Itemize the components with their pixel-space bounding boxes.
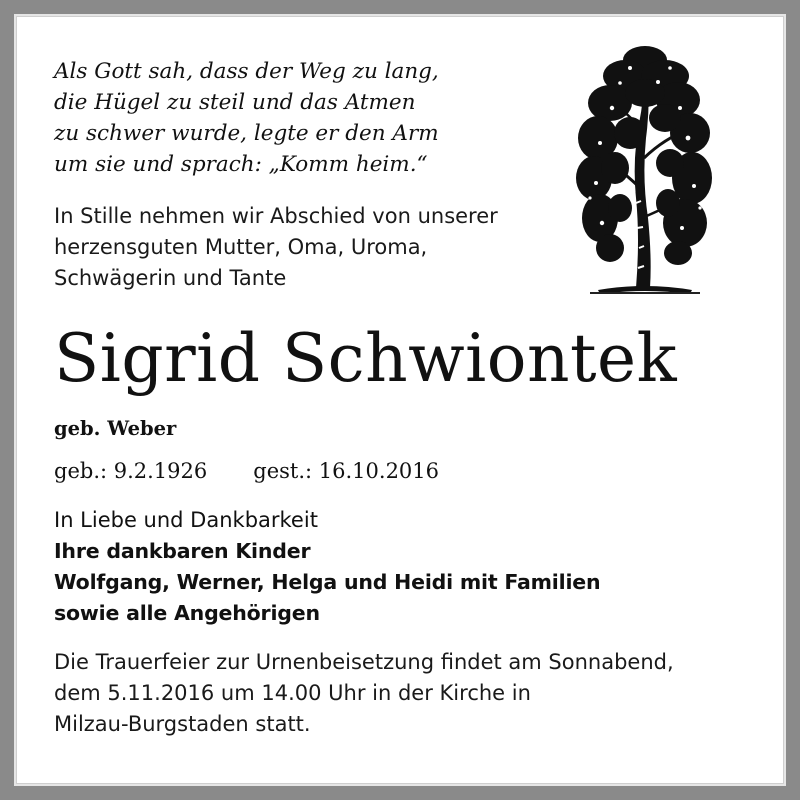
maiden-name: geb. Weber [54,417,177,440]
intro-line: Schwägerin und Tante [54,266,287,290]
death-date: gest.: 16.10.2016 [253,459,440,483]
intro-line: In Stille nehmen wir Abschied von unserer [54,204,498,228]
thanks-intro: In Liebe und Dankbarkeit [54,508,318,532]
service-line: Die Trauerfeier zur Urnenbeisetzung findet am Sonnabend, [54,650,674,674]
life-dates [54,455,439,487]
poem-line: die Hügel zu steil und das Atmen [54,90,416,115]
funeral-service-info [54,647,754,740]
mourners-section [54,505,754,629]
poem-line: Als Gott sah, dass der Weg zu lang, [54,59,439,84]
birth-date: geb.: 9.2.1926 [54,459,208,483]
intro-line: herzensguten Mutter, Oma, Uroma, [54,235,428,259]
poem [54,56,554,180]
deceased-name: Sigrid Schwiontek [54,320,678,397]
poem-line: zu schwer wurde, legte er den Arm [54,121,439,146]
service-line: Milzau-Burgstaden statt. [54,712,311,736]
birch-tree-icon [570,38,720,300]
announcement-intro [54,201,574,294]
service-line: dem 5.11.2016 um 14.00 Uhr in der Kirche in [54,681,531,705]
mourners-line: Wolfgang, Werner, Helga und Heidi mit Familien [54,570,601,594]
poem-line: um sie und sprach: „Komm heim.“ [54,152,428,177]
mourners-line: sowie alle Angehörigen [54,601,320,625]
mourners-line: Ihre dankbaren Kinder [54,539,311,563]
